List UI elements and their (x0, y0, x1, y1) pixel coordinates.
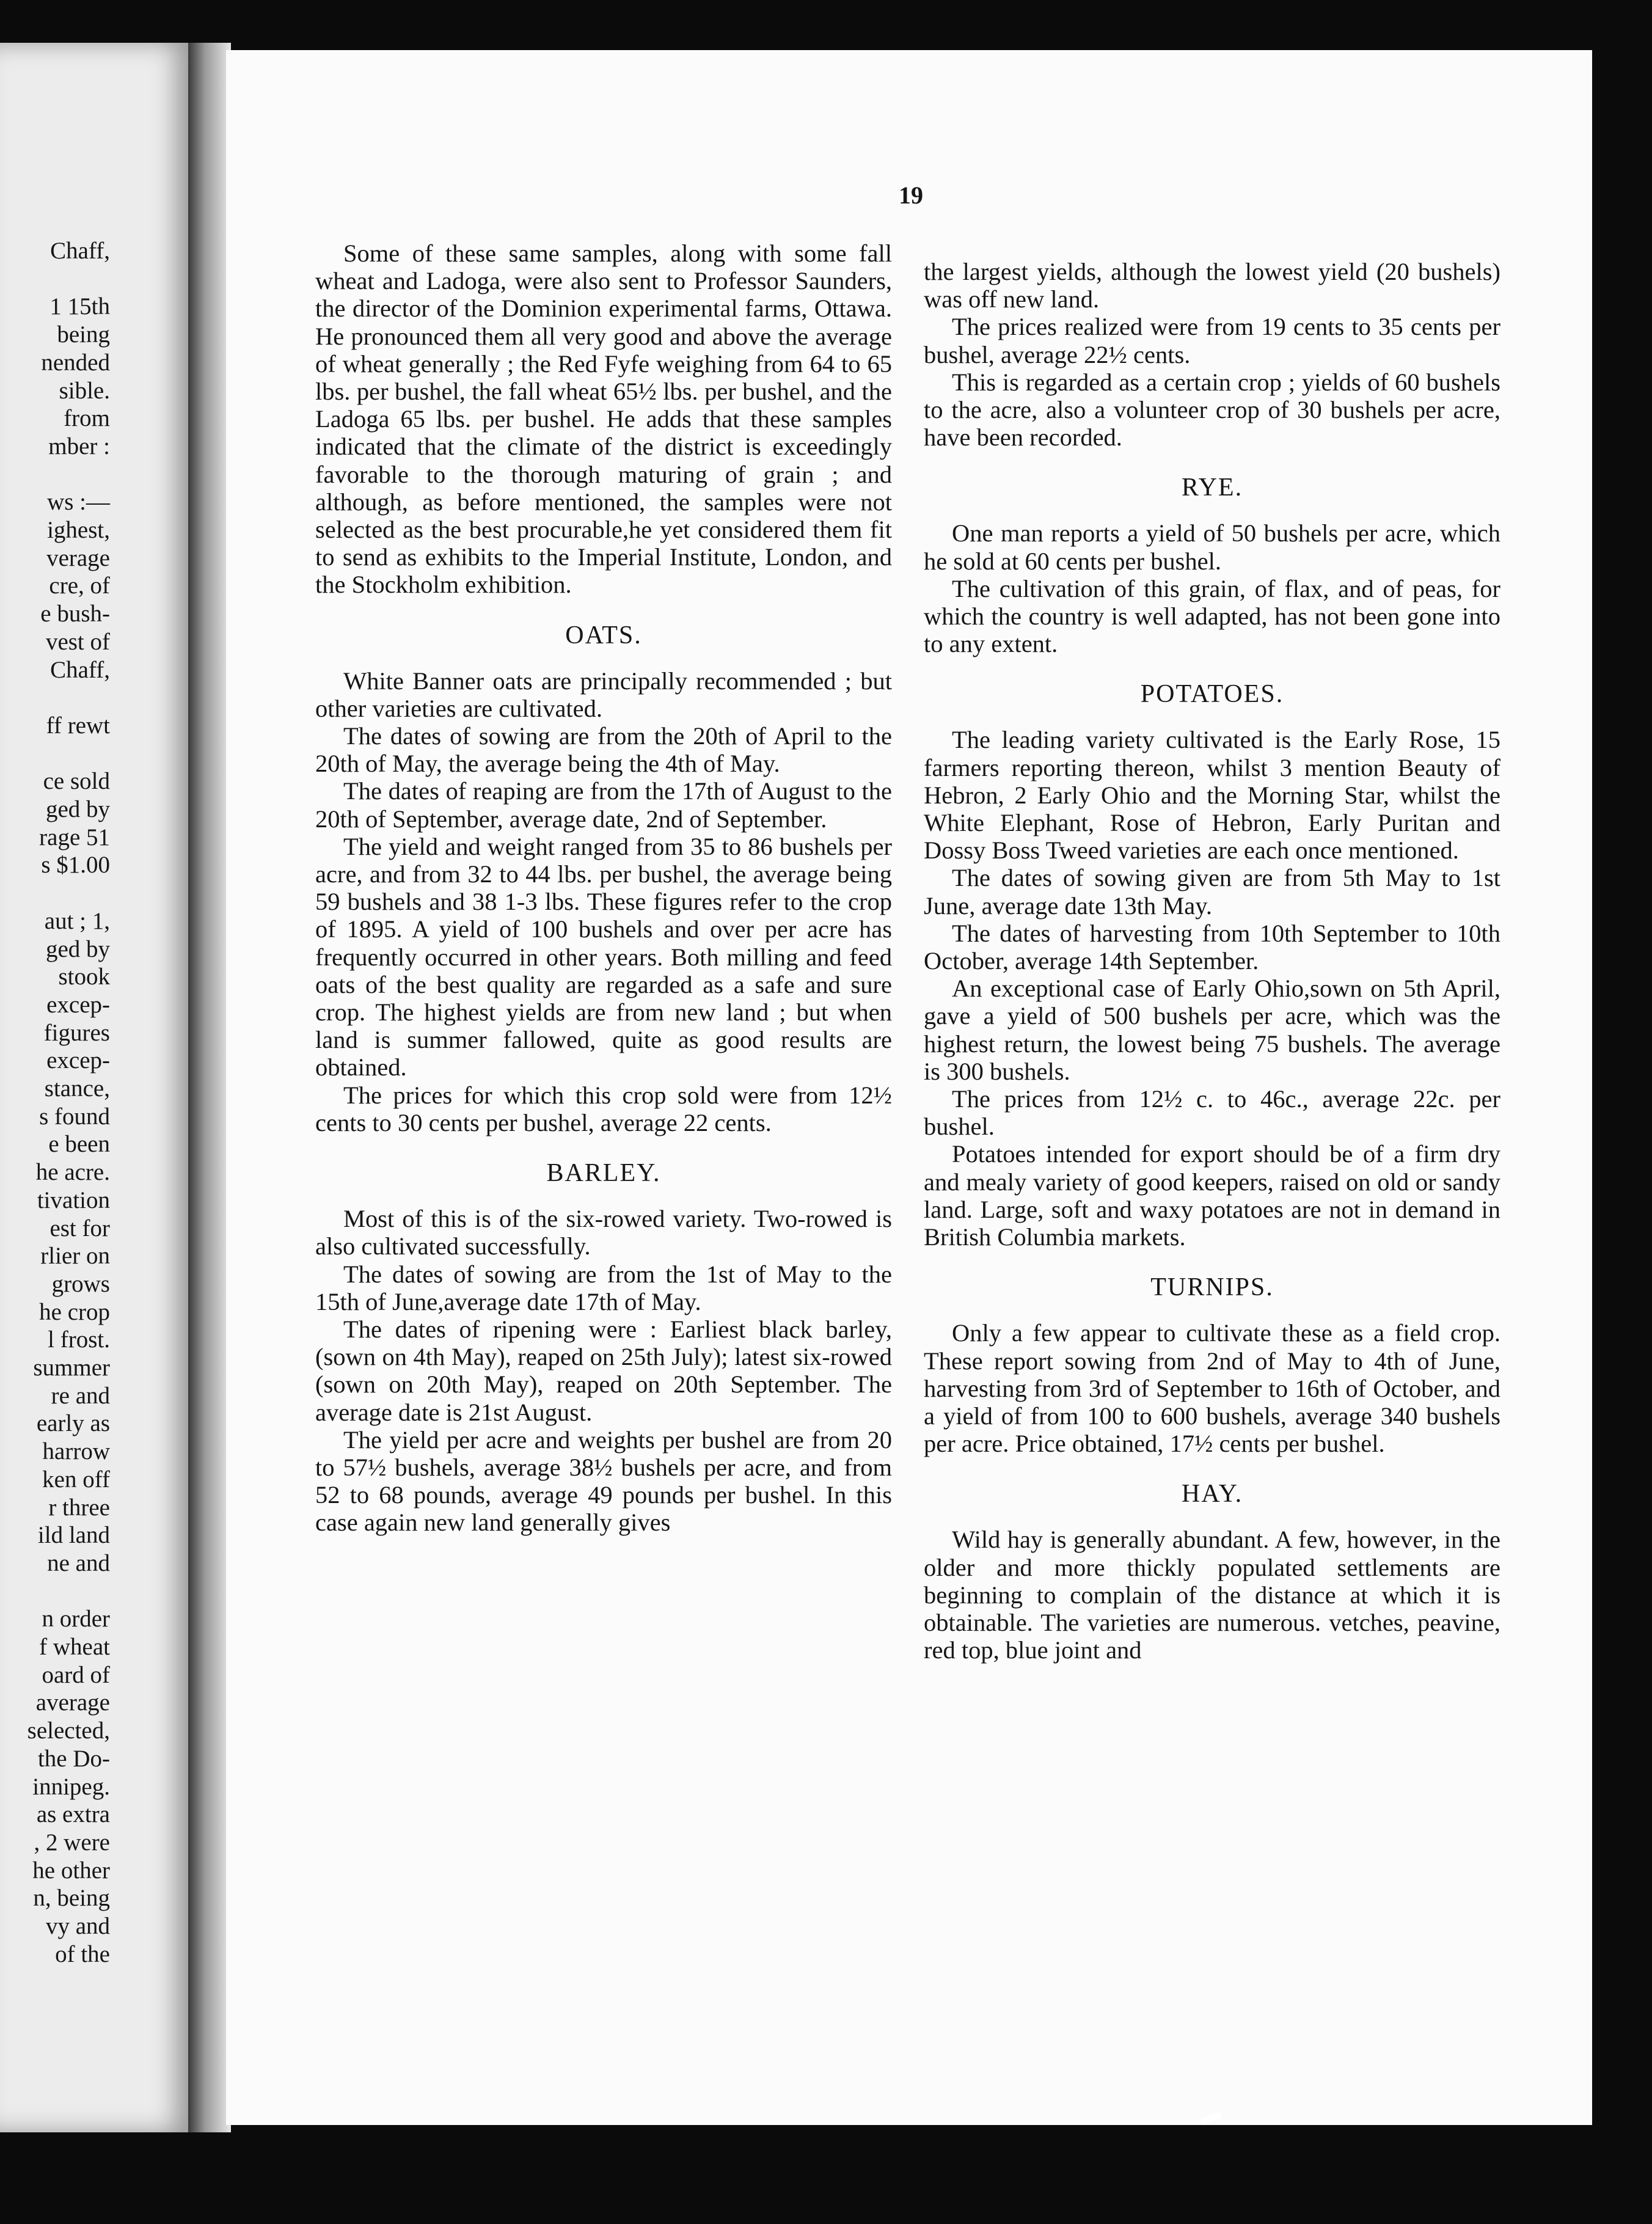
facing-page-line: s $1.00 (41, 852, 110, 879)
facing-page-line: , 2 were (34, 1829, 110, 1856)
facing-page-line: harrow (42, 1438, 110, 1465)
continuation-paragraph: the largest yields, although the lowest yield (20 bushels) was off new land. (924, 258, 1500, 313)
facing-page-line: l frost. (48, 1326, 110, 1353)
facing-page-line: ff rewt (46, 712, 110, 739)
facing-page-line: as extra (36, 1801, 110, 1828)
facing-page-line: verage (46, 544, 110, 571)
facing-page-line: e bush- (40, 601, 110, 627)
facing-page-line: stook (58, 964, 110, 990)
facing-page-line: ce sold (43, 768, 110, 795)
potatoes-heading: POTATOES. (1140, 680, 1284, 709)
potatoes-paragraph: The dates of sowing given are from 5th May to 1st June, average date 13th May. (924, 864, 1500, 920)
facing-page-line: of the (55, 1941, 110, 1967)
facing-page-line: ken off (42, 1466, 110, 1493)
book-gutter (188, 43, 231, 2132)
oats-paragraph: The dates of reaping are from the 17th of August to the 20th of September, average date, 2nd of September. (315, 777, 892, 833)
facing-page-line: stance, (44, 1075, 110, 1102)
potatoes-paragraph: The leading variety cultivated is the Early Rose, 15 farmers reporting thereon, whilst 3 mention Beauty of Hebron, 2 Early Ohio and the Morning Star, whilst the White Elephant, Rose of Hebron, Early Puritan and Dossy Boss Tweed varieties are each once mentioned. (924, 726, 1500, 865)
facing-page-line: summer (33, 1355, 110, 1381)
facing-page-line: he acre. (35, 1159, 110, 1186)
facing-page-line: Chaff, (50, 656, 110, 683)
facing-page-line: ged by (45, 796, 110, 822)
barley-heading: BARLEY. (546, 1159, 661, 1188)
facing-page-line: from (64, 405, 110, 432)
rye-paragraph: One man reports a yield of 50 bushels per acre, which he sold at 60 cents per bushel. (924, 519, 1500, 575)
potatoes-paragraph: Potatoes intended for export should be of a firm dry and mealy variety of good keepers, raised on old or sandy land. Large, soft and waxy potatoes are not in demand in British Columbia markets. (924, 1140, 1500, 1251)
facing-page-line: e been (48, 1131, 110, 1158)
continuation-paragraph: This is regarded as a certain crop ; yields of 60 bushels to the acre, also a volunteer crop of 30 bushels per acre, have been recorded. (924, 368, 1500, 452)
barley-paragraph: Most of this is of the six-rowed variety. Two-rowed is also cultivated successfully. (315, 1205, 892, 1260)
facing-page-line: vest of (45, 628, 110, 655)
facing-page-line: cre, of (49, 572, 110, 599)
facing-page-line: r three (48, 1494, 110, 1521)
facing-page-line: rage 51 (39, 824, 110, 850)
hay-heading: HAY. (1181, 1480, 1243, 1509)
facing-page (0, 43, 194, 2132)
facing-page-line: aut ; 1, (44, 907, 110, 934)
facing-page-line: Chaff, (50, 238, 110, 264)
oats-paragraph: The yield and weight ranged from 35 to 86 bushels per acre, and from 32 to 44 lbs. per bushel, the average being 59 bushels and 38 1-3 lbs. These figures refer to the crop of 1895. A yield of 100 bushels and over per acre has frequently occurred in other years. Both milling and feed oats of the best quality are regarded as a safe and sure crop. The highest yields are from new land ; but when land is summer fallowed, quite as good results are obtained. (315, 832, 892, 1081)
facing-page-line: oard of (42, 1661, 110, 1688)
oats-heading: OATS. (565, 621, 642, 649)
hay-paragraph: Wild hay is generally abundant. A few, however, in the older and more thickly populated settlements are beginning to complain of the distance at which it is obtainable. The varieties are numerous. vetches, peavine, red top, blue joint and (924, 1526, 1500, 1664)
facing-page-line: he other (32, 1857, 110, 1884)
turnips-paragraph: Only a few appear to cultivate these as a field crop. These report sowing from 2nd of May to 4th of June, harvesting from 3rd of September to 16th of October, and a yield of from 100 to 600 bushels, average 340 bushels per acre. Price obtained, 17½ cents per bushel. (924, 1319, 1500, 1458)
rye-heading: RYE. (1181, 474, 1243, 502)
oats-paragraph: The prices for which this crop sold were from 12½ cents to 30 cents per bushel, average 22 cents. (315, 1081, 892, 1136)
barley-paragraph: The dates of sowing are from the 1st of May to the 15th of June,average date 17th of May. (315, 1260, 892, 1315)
facing-page-line: figures (43, 1019, 110, 1046)
facing-page-line: tivation (37, 1187, 110, 1213)
facing-page-line: ged by (45, 935, 110, 962)
barley-paragraph: The dates of ripening were : Earliest black barley, (sown on 4th May), reaped on 25th July); latest six-rowed (sown on 20th May), reaped on 20th September. The average date is 21st August. (315, 1315, 892, 1426)
turnips-heading: TURNIPS. (1150, 1273, 1274, 1302)
facing-page-line: ighest, (47, 517, 110, 543)
facing-page-line: n, being (33, 1885, 110, 1912)
left-column (315, 240, 892, 1537)
facing-page-line: the Do- (37, 1745, 110, 1772)
facing-page-line: being (57, 321, 110, 348)
continuation-paragraph: The prices realized were from 19 cents to 35 cents per bushel, average 22½ cents. (924, 313, 1500, 368)
facing-page-line: f wheat (39, 1634, 110, 1660)
facing-page-line: excep- (46, 991, 110, 1018)
potatoes-paragraph: The dates of harvesting from 10th September to 10th October, average 14th September. (924, 919, 1500, 975)
rye-paragraph: The cultivation of this grain, of flax, and of peas, for which the country is well adapted, has not been gone into to any extent. (924, 574, 1500, 658)
facing-page-line: n order (42, 1606, 110, 1633)
potatoes-paragraph: The prices from 12½ c. to 46c., average 22c. per bushel. (924, 1085, 1500, 1141)
oats-paragraph: White Banner oats are principally recommended ; but other varieties are cultivated. (315, 667, 892, 722)
barley-paragraph: The yield per acre and weights per bushel are from 20 to 57½ bushels, average 38½ bushels per acre, and from 52 to 68 pounds, average 49 pounds per bushel. In this case again new land generally gives (315, 1425, 892, 1537)
facing-page-line: nended (41, 349, 110, 376)
facing-page-line: 1 15th (49, 293, 110, 320)
facing-page-line: average (35, 1689, 110, 1716)
facing-page-line: early as (36, 1410, 110, 1437)
facing-page-line: s found (39, 1103, 110, 1130)
facing-page-line: sible. (59, 377, 110, 404)
facing-page-line: ild land (37, 1522, 110, 1549)
facing-page-line: rlier on (40, 1243, 110, 1270)
facing-page-line: innipeg. (32, 1773, 110, 1800)
right-column (924, 258, 1500, 1664)
facing-page-line: excep- (46, 1047, 110, 1074)
facing-page-line: vy and (45, 1913, 110, 1939)
facing-page-line: he crop (39, 1298, 110, 1325)
page-number: 19 (899, 181, 923, 209)
oats-paragraph: The dates of sowing are from the 20th of April to the 20th of May, the average being the 4th of May. (315, 722, 892, 778)
facing-page-line: re and (51, 1382, 110, 1409)
facing-page-line: grows (51, 1270, 110, 1297)
facing-page-line: est for (49, 1215, 110, 1242)
facing-page-line: mber : (48, 433, 110, 459)
facing-page-line: ws :— (47, 489, 110, 516)
facing-page-line: selected, (27, 1717, 110, 1744)
intro-paragraph: Some of these same samples, along with some fall wheat and Ladoga, were also sent to Professor Saunders, the director of the Dominion experimental farms, Ottawa. He pronounced them all very good and above the average of wheat generally ; the Red Fyfe weighing from 64 to 65 lbs. per bushel, the fall wheat 65½ lbs. per bushel, and the Ladoga 65 lbs. per bushel. He adds that these samples indicated that the climate of the district is exceedingly favorable to the thorough maturing of grain ; and although, as before mentioned, the samples were not selected as the best procurable,he yet considered them fit to send as exhibits to the Imperial Institute, London, and the Stockholm exhibition. (315, 240, 892, 599)
facing-page-line: ne and (47, 1549, 110, 1576)
potatoes-paragraph: An exceptional case of Early Ohio,sown on 5th April, gave a yield of 500 bushels per acre, which was the highest return, the lowest being 75 bushels. The average is 300 bushels. (924, 975, 1500, 1085)
